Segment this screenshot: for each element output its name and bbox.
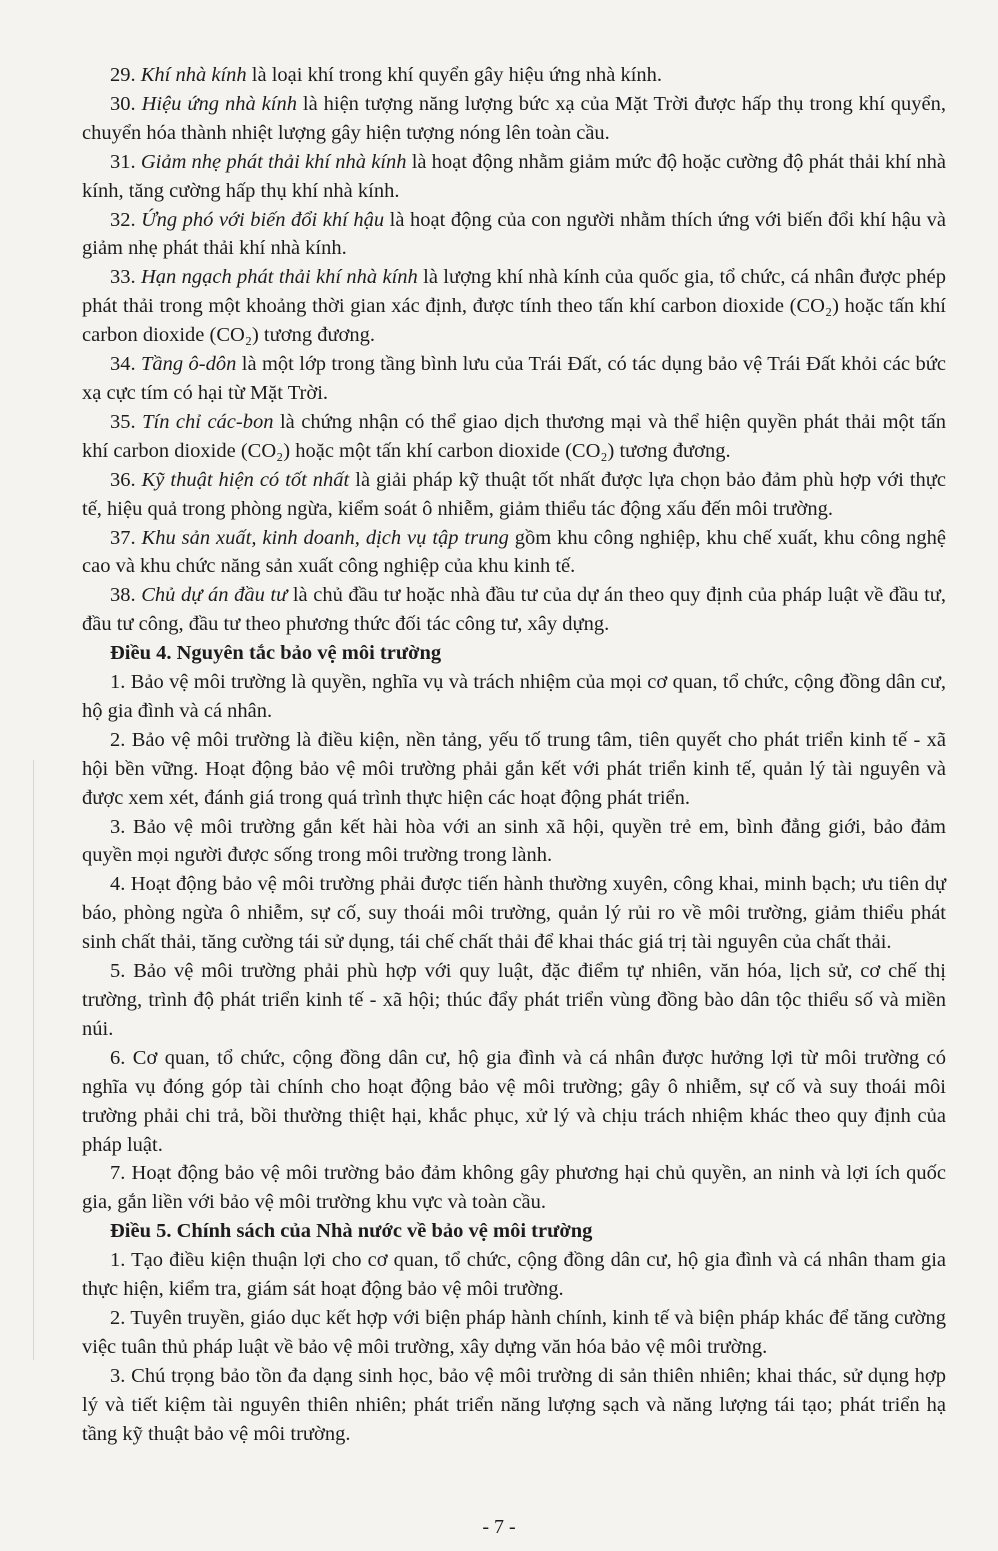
defined-term: Kỹ thuật hiện có tốt nhất: [141, 468, 350, 491]
defined-term: Khí nhà kính: [140, 64, 247, 86]
definition-34: 34. Tầng ô-dôn là một lớp trong tầng bình lưu của Trái Đất, có tác dụng bảo vệ Trái Đất khỏi các bức xạ cực tím có hại từ Mặt Trời.: [82, 353, 946, 404]
defined-term: Hạn ngạch phát thải khí nhà kính: [140, 266, 418, 289]
definition-35: 35. Tín chỉ các-bon là chứng nhận có thể giao dịch thương mại và thể hiện quyền phát thải một tấn khí carbon dioxide (CO₂) hoặc một tấn khí carbon dioxide (CO₂) tương đương.: [82, 410, 947, 462]
article-4-clause: 5. Bảo vệ môi trường phải phù hợp với quy luật, đặc điểm tự nhiên, văn hóa, lịch sử, cơ chế thị trường, trình độ phát triển kinh tế - xã hội; thúc đẩy phát triển vùng đồng bào dân tộc thiểu số và miền núi.: [82, 960, 946, 1040]
defined-term: Hiệu ứng nhà kính: [141, 92, 297, 115]
definition-36: 36. Kỹ thuật hiện có tốt nhất là giải pháp kỹ thuật tốt nhất được lựa chọn bảo đảm phù hợp với thực tế, hiệu quả trong phòng ngừa, kiểm soát ô nhiễm, giảm thiểu tác động xấu đến môi trường.: [82, 468, 946, 520]
definition-38: 38. Chủ dự án đầu tư là chủ đầu tư hoặc nhà đầu tư của dự án theo quy định của pháp luật về đầu tư, đầu tư công, đầu tư theo phương thức đối tác công tư, xây dựng.: [82, 584, 946, 636]
definition-33: 33. Hạn ngạch phát thải khí nhà kính là lượng khí nhà kính của quốc gia, tổ chức, cá nhân được phép phát thải trong một khoảng thời gian xác định, được tính theo tấn khí carbon dioxide (CO₂) hoặc tấn khí carbon dioxide (CO₂) tương đương.: [82, 266, 946, 347]
article-4-clause: 1. Bảo vệ môi trường là quyền, nghĩa vụ và trách nhiệm của mọi cơ quan, tổ chức, cộng đồng dân cư, hộ gia đình và cá nhân.: [82, 671, 946, 722]
article-4-clause: 7. Hoạt động bảo vệ môi trường bảo đảm không gây phương hại chủ quyền, an ninh và lợi ích quốc gia, gắn liền với bảo vệ môi trường khu vực và toàn cầu.: [82, 1162, 946, 1214]
article-5-clause: 2. Tuyên truyền, giáo dục kết hợp với biện pháp hành chính, kinh tế và biện pháp khác để tăng cường việc tuân thủ pháp luật về bảo vệ môi trường, xây dựng văn hóa bảo vệ môi trường.: [82, 1306, 946, 1358]
article-4-clause: 4. Hoạt động bảo vệ môi trường phải được tiến hành thường xuyên, công khai, minh bạch; ưu tiên dự báo, phòng ngừa ô nhiễm, sự cố, suy thoái môi trường, quản lý rủi ro về môi trường, giảm thiểu phát sinh chất thải, tăng cường tái sử dụng, tái chế chất thải để khai thác giá trị tài nguyên của chất thải.: [82, 873, 946, 954]
defined-term: Tầng ô-dôn: [141, 353, 237, 376]
definition-32: 32. Ứng phó với biến đổi khí hậu là hoạt động của con người nhằm thích ứng với biến đổi khí hậu và giảm nhẹ phát thải khí nhà kính.: [82, 208, 947, 260]
article-4-clause: 6. Cơ quan, tổ chức, cộng đồng dân cư, hộ gia đình và cá nhân được hưởng lợi từ môi trường có nghĩa vụ đóng góp tài chính cho hoạt động bảo vệ môi trường; gây ô nhiễm, sự cố và suy thoái môi trường phải chi trả, bồi thường thiệt hại, khắc phục, xử lý và chịu trách nhiệm khác theo quy định của pháp luật.: [82, 1046, 946, 1156]
definition-31: 31. Giảm nhẹ phát thải khí nhà kính là hoạt động nhằm giảm mức độ hoặc cường độ phát thải khí nhà kính, tăng cường hấp thụ khí nhà kính.: [82, 150, 946, 202]
article-4-clause: 3. Bảo vệ môi trường gắn kết hài hòa với an sinh xã hội, quyền trẻ em, bình đẳng giới, bảo đảm quyền mọi người được sống trong môi trường trong lành.: [82, 815, 946, 867]
article-5-clause: 3. Chú trọng bảo tồn đa dạng sinh học, bảo vệ môi trường di sản thiên nhiên; khai thác, sử dụng hợp lý và tiết kiệm tài nguyên thiên nhiên; phát triển năng lượng sạch và năng lượng tái tạo; phát triển hạ tầng kỹ thuật bảo vệ môi trường.: [82, 1364, 946, 1445]
article-4-heading: Điều 4. Nguyên tắc bảo vệ môi trường: [110, 642, 442, 665]
article-5-heading: Điều 5. Chính sách của Nhà nước về bảo vệ môi trường: [110, 1220, 593, 1243]
defined-term: Khu sản xuất, kinh doanh, dịch vụ tập trung: [141, 526, 509, 549]
defined-term: Ứng phó với biến đổi khí hậu: [141, 208, 385, 231]
defined-term: Giảm nhẹ phát thải khí nhà kính: [140, 150, 407, 173]
page-edge-mark: [33, 760, 34, 1360]
page-number: - 7 -: [482, 1516, 516, 1538]
definition-29: 29. Khí nhà kính là loại khí trong khí quyển gây hiệu ứng nhà kính.: [110, 64, 663, 86]
article-5-clause: 1. Tạo điều kiện thuận lợi cho cơ quan, tổ chức, cộng đồng dân cư, hộ gia đình và cá nhân tham gia thực hiện, kiểm tra, giám sát hoạt động bảo vệ môi trường.: [82, 1249, 946, 1301]
definition-37: 37. Khu sản xuất, kinh doanh, dịch vụ tập trung gồm khu công nghiệp, khu chế xuất, khu công nghệ cao và khu chức năng sản xuất công nghiệp của khu kinh tế.: [82, 526, 947, 578]
page-body: [82, 61, 946, 1449]
article-4-clause: 2. Bảo vệ môi trường là điều kiện, nền tảng, yếu tố trung tâm, tiên quyết cho phát triển kinh tế - xã hội bền vững. Hoạt động bảo vệ môi trường phải gắn kết với phát triển kinh tế, quản lý tài nguyên và được xem xét, đánh giá trong quá trình thực hiện các hoạt động phát triển.: [82, 728, 946, 809]
defined-term: Chủ dự án đầu tư: [141, 584, 288, 607]
definition-30: 30. Hiệu ứng nhà kính là hiện tượng năng lượng bức xạ của Mặt Trời được hấp thụ trong khí quyển, chuyển hóa thành nhiệt lượng gây hiện tượng nóng lên toàn cầu.: [82, 92, 947, 144]
defined-term: Tín chỉ các-bon: [142, 410, 274, 433]
